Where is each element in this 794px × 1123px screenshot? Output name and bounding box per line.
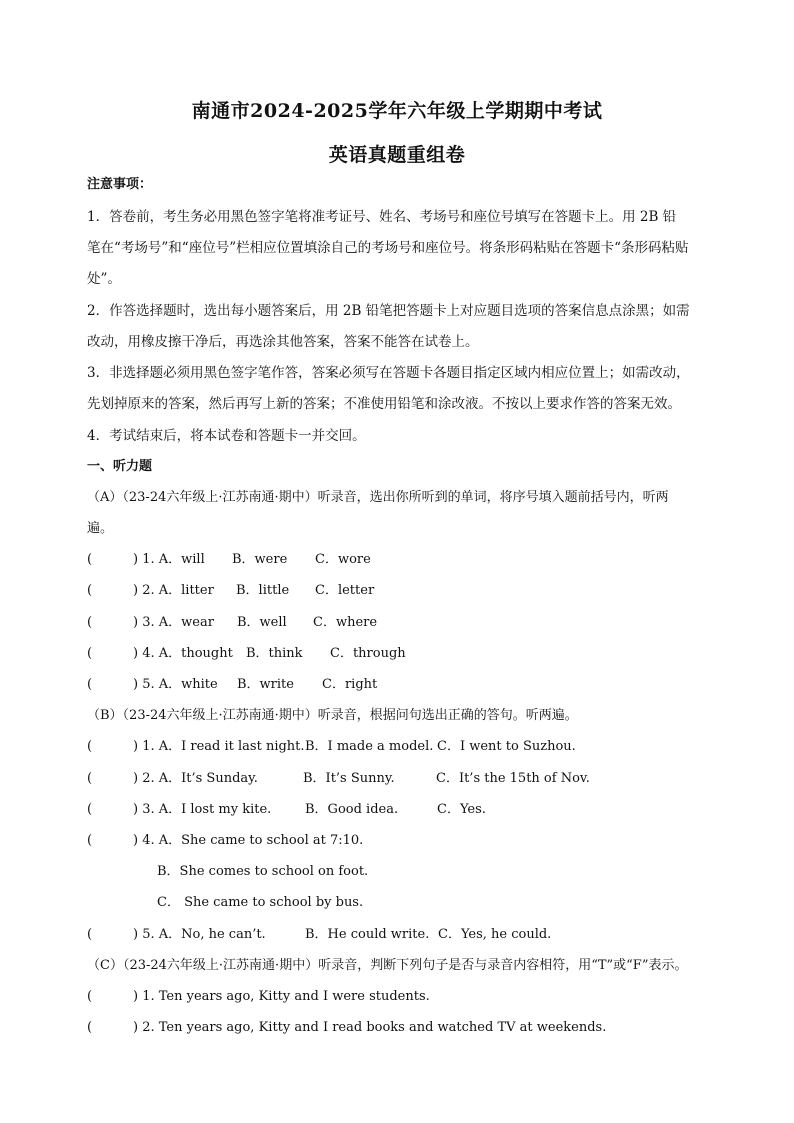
option-c: C．Yes, he could. xyxy=(438,927,552,942)
answer-paren: ( xyxy=(87,989,93,1004)
option-b: B．write xyxy=(237,677,294,692)
question-option-a: ) 2. A．It’s Sunday. xyxy=(133,771,258,786)
partB-instruction: （B）（23-24六年级上·江苏南通·期中）听录音，根据问句选出正确的答句。听两遍。 xyxy=(87,708,578,723)
option-c: C．It’s the 15th of Nov. xyxy=(436,771,590,786)
answer-paren: ( xyxy=(87,927,93,942)
notice-line: 处”。 xyxy=(87,271,121,287)
option-c: C．where xyxy=(313,615,378,630)
notice-line: 2．作答选择题时，选出每小题答案后，用 2B 铅笔把答题卡上对应题目选项的答案信息点涂黑；如需 xyxy=(87,303,690,319)
answer-paren: ( xyxy=(87,739,93,754)
exam-subtitle: 英语真题重组卷 xyxy=(328,144,466,166)
notice-line: 改动，用橡皮擦干净后，再选涂其他答案，答案不能答在试卷上。 xyxy=(87,334,479,350)
option-c: C．through xyxy=(330,646,406,661)
notice-line: 1．答卷前，考生务必用黑色签字笔将准考证号、姓名、考场号和座位号填写在答题卡上。用 2B 铅 xyxy=(87,209,677,225)
notice-line: 3．非选择题必须用黑色签字笔作答，答案必须写在答题卡各题目指定区域内相应位置上；如需改动， xyxy=(87,365,690,381)
option-b: B．little xyxy=(236,583,290,598)
exam-title: 南通市2024-2025学年六年级上学期期中考试 xyxy=(191,100,603,122)
option-b: B．It’s Sunny. xyxy=(303,771,395,786)
question-option-a: ) 5. A．white xyxy=(133,677,218,692)
answer-paren: ( xyxy=(87,833,93,848)
question-option-a: ) 3. A．I lost my kite. xyxy=(133,802,272,817)
partC-instruction: （C）（23-24六年级上·江苏南通·期中）听录音，判断下列句子是否与录音内容相符，用“T”或“F”表示。 xyxy=(87,958,688,973)
answer-paren: ( xyxy=(87,677,93,692)
option-c: C． She came to school by bus. xyxy=(157,895,364,910)
option-b: B．She comes to school on foot. xyxy=(157,864,369,879)
answer-paren: ( xyxy=(87,802,93,817)
answer-paren: ( xyxy=(87,552,93,567)
statement: ) 1. Ten years ago, Kitty and I were students. xyxy=(133,989,430,1004)
partA-instruction-cont: 遍。 xyxy=(87,521,114,536)
answer-paren: ( xyxy=(87,771,93,786)
answer-paren: ( xyxy=(87,615,93,630)
answer-paren: ( xyxy=(87,583,93,598)
question-option-a: ) 1. A．will xyxy=(133,552,205,567)
option-b: B．I made a model. xyxy=(305,739,434,754)
question-option-a: ) 1. A．I read it last night. xyxy=(133,739,305,754)
notice-heading: 注意事项： xyxy=(87,177,153,192)
question-option-a: ) 4. A．She came to school at 7:10. xyxy=(133,833,364,848)
option-c: C．wore xyxy=(315,552,371,567)
question-option-a: ) 3. A．wear xyxy=(133,615,214,630)
statement: ) 2. Ten years ago, Kitty and I read books and watched TV at weekends. xyxy=(133,1020,607,1035)
option-b: B．were xyxy=(232,552,288,567)
option-b: B．He could write. xyxy=(305,927,430,942)
option-c: C．I went to Suzhou. xyxy=(437,739,576,754)
option-b: B．well xyxy=(237,615,287,630)
answer-paren: ( xyxy=(87,646,93,661)
notice-line: 先划掉原来的答案，然后再写上新的答案；不准使用铅笔和涂改液。不按以上要求作答的答案无效。 xyxy=(87,396,681,412)
partA-instruction: （A）（23-24六年级上·江苏南通·期中）听录音，选出你所听到的单词，将序号填入题前括号内，听两 xyxy=(87,490,669,505)
question-option-a: ) 4. A．thought xyxy=(133,646,233,661)
option-b: B．think xyxy=(246,646,303,661)
option-c: C．Yes. xyxy=(437,802,486,817)
notice-line: 4．考试结束后，将本试卷和答题卡一并交回。 xyxy=(87,428,366,444)
answer-paren: ( xyxy=(87,1020,93,1035)
question-option-a: ) 5. A．No, he can’t. xyxy=(133,927,266,942)
section-heading: 一、听力题 xyxy=(87,459,153,474)
option-c: C．right xyxy=(322,677,378,692)
notice-line: 笔在“考场号”和“座位号”栏相应位置填涂自己的考场号和座位号。将条形码粘贴在答题卡“条形码粘贴 xyxy=(87,240,689,256)
question-option-a: ) 2. A．litter xyxy=(133,583,214,598)
option-c: C．letter xyxy=(315,583,375,598)
option-b: B．Good idea. xyxy=(305,802,399,817)
